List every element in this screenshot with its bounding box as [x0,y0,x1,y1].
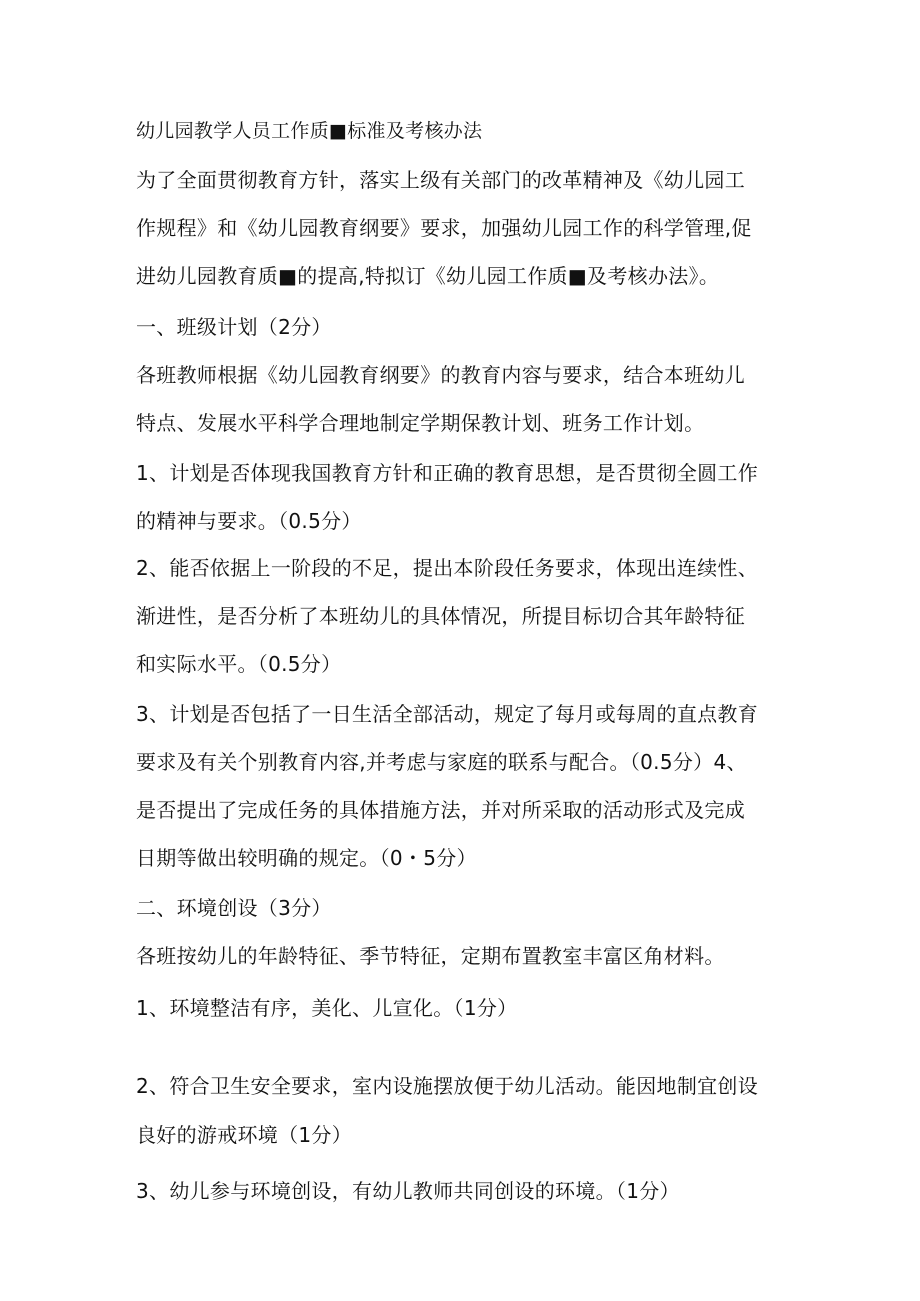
intro-line-3: 进幼儿园教育质■的提高,特拟订《幼儿园工作质■及考核办法》。 [136,264,720,288]
section2-desc: 各班按幼儿的年龄特征、季节特征，定期布置教室丰富区角材料。 [136,944,725,968]
section1-item-line-5: 和实际水平。（0.5分） [136,652,342,676]
section1-desc-line-2: 特点、发展水平科学合理地制定学期保教计划、班务工作计划。 [136,411,705,435]
section1-heading: 一、班级计划（2分） [136,315,332,339]
section1-item-line-2: 的精神与要求。（0.5分） [136,509,362,533]
section2-item-line-3: 良好的游戒环境（1分） [136,1123,353,1147]
section1-item-line-4: 渐进性，是否分析了本班幼儿的具体情况，所提目标切合其年龄特征 [136,604,745,628]
section1-item-line-8: 是否提出了完成任务的具体措施方法，并对所采取的活动形式及完成 [136,798,745,822]
section1-desc-line-1: 各班教师根据《幼儿园教育纲要》的教育内容与要求，结合本班幼儿 [136,363,745,387]
section1-item-line-9: 日期等做出较明确的规定。（0・5分） [136,846,477,870]
section2-item-line-4: 3、幼儿参与环境创设，有幼儿教师共同创设的环境。（1分） [136,1179,680,1203]
section2-heading: 二、环境创设（3分） [136,896,332,920]
section2-item-line-1: 1、环境整洁有序，美化、儿宣化。（1分） [136,996,518,1020]
section1-item-line-6: 3、计划是否包括了一日生活全部活动，规定了每月或每周的直点教育 [136,702,759,726]
section1-item-line-7: 要求及有关个别教育内容,并考虑与家庭的联系与配合。（0.5分）4、 [136,750,747,774]
section1-item-line-3: 2、能否依据上一阶段的不足，提出本阶段任务要求，体现出连续性、 [136,556,759,580]
section2-item-line-2: 2、符合卫生安全要求，室内设施摆放便于幼儿活动。能因地制宜创设 [136,1074,759,1098]
section1-item-line-1: 1、计划是否体现我国教育方针和正确的教育思想，是否贯彻全圆工作 [136,461,759,485]
intro-line-2: 作规程》和《幼儿园教育纲要》要求，加强幼儿园工作的科学管理,促 [136,216,752,240]
document-title: 幼儿园教学人员工作质■标准及考核办法 [136,120,483,142]
intro-line-1: 为了全面贯彻教育方针，落实上级有关部门的改革精神及《幼儿园工 [136,168,745,192]
